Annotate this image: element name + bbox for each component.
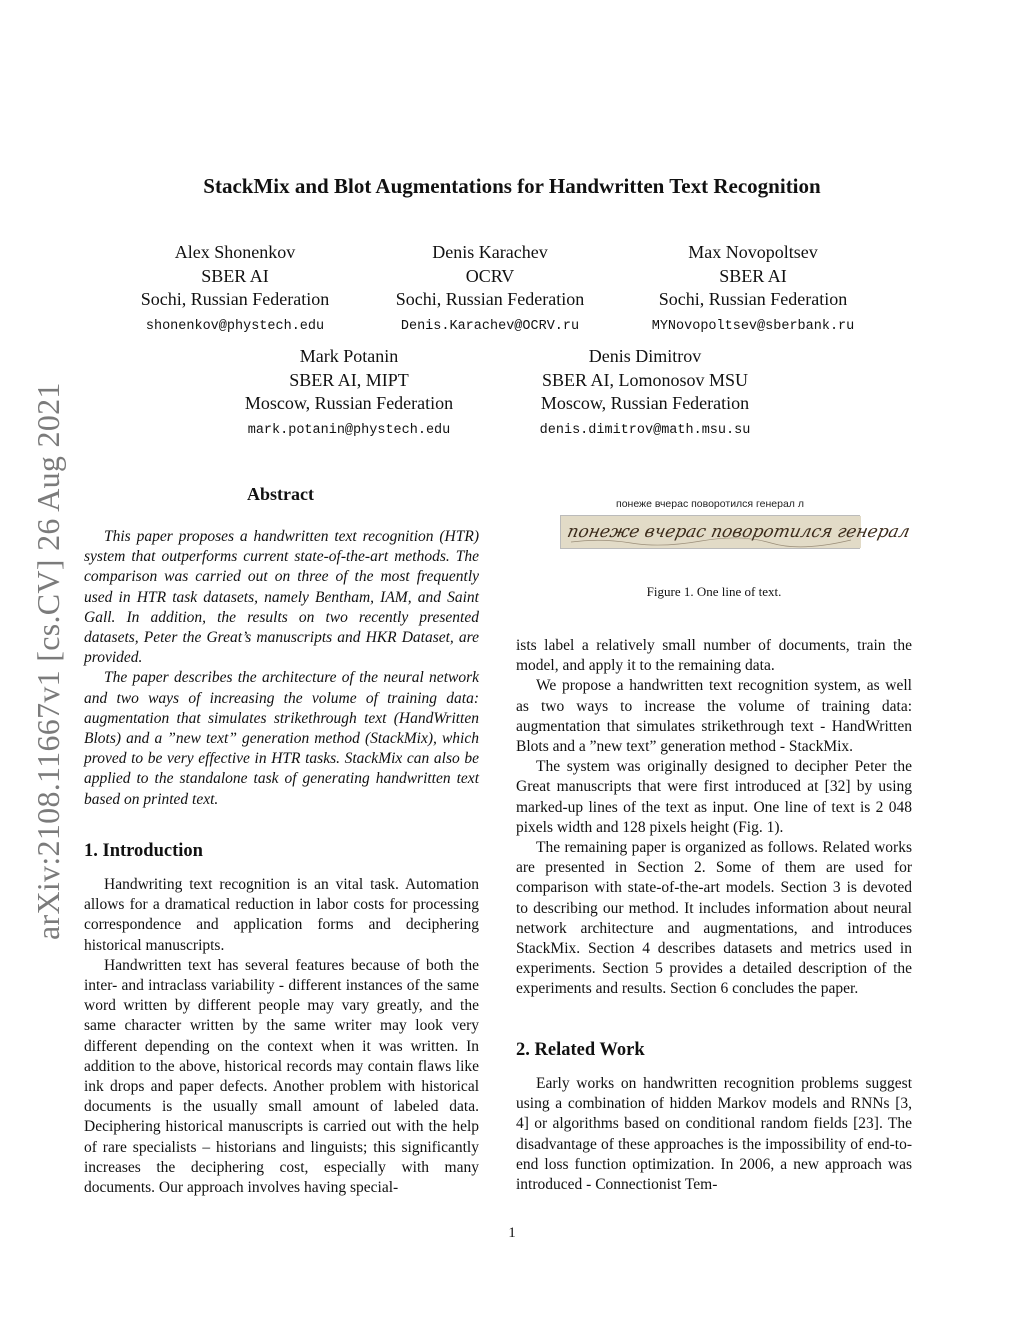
section-heading: 1. Introduction [84, 841, 203, 861]
section-heading: 2. Related Work [516, 1040, 645, 1060]
right-column-body [516, 636, 912, 1000]
author-block [224, 345, 474, 442]
author-location: Sochi, Russian Federation [658, 289, 848, 309]
author-email: shonenkov@phystech.edu [145, 318, 325, 334]
author-affiliation: SBER AI [201, 265, 269, 286]
arxiv-identifier: arXiv:2108.11667v1 [cs.CV] 26 Aug 2021 [30, 382, 66, 940]
abstract-paragraph: This paper proposes a handwritten text recognition (HTR) system that outperforms current state-of-the-art methods. The comparison was carried out on three of the most frequently used in HTR task datasets, namely Bentham, IAM, and Saint Gall. In addition, the results on two recently presented datasets, Peter the Great’s manuscripts and HKR Dataset, are provided. [84, 528, 479, 667]
author-block [370, 241, 610, 338]
author-email: mark.potanin@phystech.edu [247, 422, 451, 438]
figure-handwriting-image [560, 515, 912, 549]
author-location: Moscow, Russian Federation [244, 393, 454, 413]
abstract-heading: Abstract [247, 484, 314, 504]
figure-printed-text: понеже вчерас поворотился генерал л [616, 498, 804, 510]
body-paragraph: ists label a relatively small number of documents, train the model, and apply it to the remaining data. [516, 637, 912, 675]
figure-caption: Figure 1. One line of text. [646, 584, 782, 599]
body-paragraph: We propose a handwritten text recognition system, as well as two ways to increase the volume of training data: augmentation that simulates strikethrough text - HandWritten Blots and a ”new text” generation method - StackMix. [516, 677, 912, 756]
author-email: Denis.Karachev@OCRV.ru [400, 318, 580, 334]
author-email: MYNovopoltsev@sberbank.ru [651, 318, 855, 334]
author-location: Sochi, Russian Federation [140, 289, 330, 309]
page-number: 1 [508, 1225, 516, 1241]
abstract-body [84, 527, 479, 810]
author-affiliation: SBER AI, Lomonosov MSU [541, 369, 749, 390]
figure-1 [560, 498, 912, 549]
handwriting-scan [561, 516, 912, 548]
author-affiliation: OCRV [465, 265, 515, 286]
handwriting-text: понеже вчерас поворотился генерал [565, 522, 912, 542]
related-work-body [516, 1074, 912, 1195]
author-block [628, 241, 878, 338]
body-paragraph: Early works on handwritten recognition problems suggest using a combination of hidden Markov models and RNNs [3, 4] or algorithms based on conditional random fields [23]. The disadvantage of these approaches is the impossibility of end-to-end loss function optimization. In 2006, a new approach was introduced - Connectionist Tem- [516, 1075, 912, 1194]
author-name: Alex Shonenkov [174, 242, 296, 262]
paper-title: StackMix and Blot Augmentations for Handwritten Text Recognition [203, 174, 821, 198]
author-location: Moscow, Russian Federation [540, 393, 750, 413]
author-email: denis.dimitrov@math.msu.su [539, 422, 751, 438]
author-location: Sochi, Russian Federation [395, 289, 585, 309]
introduction-body [84, 875, 479, 1198]
author-name: Mark Potanin [299, 346, 399, 366]
body-paragraph: Handwriting text recognition is an vital task. Automation allows for a dramatical reduction in labor costs for processing correspondence and application forms and deciphering historical manuscripts. [84, 876, 479, 954]
body-paragraph: The system was originally designed to decipher Peter the Great manuscripts that were first introduced at [32] by using marked-up lines of the text as input. One line of text is 2 048 pixels width and 128 pixels height (Fig. 1). [516, 758, 912, 836]
author-affiliation: SBER AI, MIPT [289, 369, 409, 390]
body-paragraph: The remaining paper is organized as follows. Related works are presented in Section 2. Some of them are used for comparison with state-of-the-art models. Section 3 is devoted to describing our method. It includes information about neural network architecture and augmentations, and introduces StackMix. Section 4 describes datasets and metrics used in experiments. Section 5 provides a detailed description of the experiments and results. Section 6 concludes the paper. [516, 839, 912, 998]
author-block [515, 345, 775, 442]
author-name: Max Novopoltsev [688, 242, 818, 262]
author-name: Denis Karachev [432, 242, 548, 262]
author-affiliation: SBER AI [719, 265, 787, 286]
body-paragraph: Handwritten text has several features because of both the inter- and intraclass variability - different instances of the same word written by different people may vary greatly, and the same character written by the same writer may look very different depending on the context when it was written. In addition to the above, historical records may contain flaws like ink drops and paper defects. Another problem with historical documents is the usually small amount of labeled data. Deciphering historical manuscripts is carried out with the help of rare specialists – historians and linguists; this significantly increases the deciphering cost, especially with many documents. Our approach involves having special- [84, 956, 479, 1197]
abstract-paragraph: The paper describes the architecture of the neural network and two ways of increasing the volume of training data: augmentation that simulates strikethrough text (HandWritten Blots) and a ”new text” generation method (StackMix), which proved to be very effective in HTR tasks. StackMix can also be applied to the standalone task of generating handwritten text based on printed text. [84, 669, 479, 808]
author-name: Denis Dimitrov [588, 346, 702, 366]
author-block [115, 241, 355, 338]
